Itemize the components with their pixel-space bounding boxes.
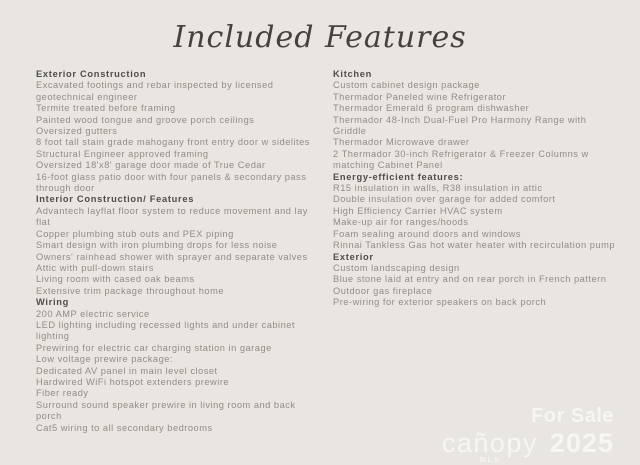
- page-title: Included Features: [173, 20, 467, 55]
- feature-item: 16-foot glass patio door with four panels & secondary pass through door: [36, 171, 307, 194]
- section-heading: Energy-efficient features:: [333, 171, 464, 182]
- right-column: [333, 69, 621, 434]
- watermark-year-text: 2025: [549, 428, 614, 458]
- feature-item: 8 foot tall stain grade mahogany front entry door w sidelites: [36, 137, 310, 148]
- left-column: [36, 69, 324, 434]
- feature-item: High Efficiency Carrier HVAC system: [333, 205, 503, 216]
- feature-item: Excavated footings and rebar inspected by licensed geotechnical engineer: [36, 80, 274, 102]
- feature-item: Double insulation over garage for added comfort: [333, 194, 556, 205]
- section-heading: Exterior: [333, 251, 374, 262]
- feature-item: Custom cabinet design package: [333, 80, 480, 91]
- feature-item: 200 AMP electric service: [36, 308, 150, 319]
- feature-item: Smart design with iron plumbing drops for less noise: [36, 240, 278, 251]
- feature-item: Low voltage prewire package:: [36, 354, 173, 365]
- feature-item: Living room with cased oak beams: [36, 274, 195, 285]
- feature-item: Dedicated AV panel in main level closet: [36, 365, 218, 376]
- feature-item: 2 Thermador 30-inch Refrigerator & Freezer Columns w matching Cabinet Panel: [333, 148, 589, 171]
- feature-item: Custom landscaping design: [333, 262, 460, 273]
- feature-item: Advantech layflat floor system to reduce movement and lay flat: [36, 205, 308, 228]
- feature-item: Termite treated before framing: [36, 103, 176, 114]
- canopy-mls-logo: [441, 428, 538, 464]
- feature-item: R15 insulation in walls, R38 insulation in attic: [333, 183, 543, 194]
- watermark-brand-text: cañopy: [441, 428, 538, 458]
- watermark-for-sale-text: For Sale: [531, 405, 614, 427]
- section-heading: Exterior Construction: [36, 69, 147, 79]
- feature-item: Hardwired WiFi hotspot extenders prewire: [36, 376, 230, 387]
- watermark-brand-line: [441, 428, 614, 464]
- feature-item: Thermador Microwave drawer: [333, 137, 470, 148]
- section-heading: Interior Construction/ Features: [36, 194, 195, 205]
- feature-item: Oversized 18'x8' garage door made of True Cedar: [36, 160, 266, 171]
- watermark: [441, 405, 614, 464]
- feature-item: Attic with pull-down stairs: [36, 262, 154, 273]
- feature-item: Extensive trim package throughout home: [36, 285, 224, 296]
- feature-item: Copper plumbing stub outs and PEX piping: [36, 228, 234, 239]
- watermark-brand-sub-text: MLS: [479, 457, 501, 464]
- feature-item: Outdoor gas fireplace: [333, 285, 433, 296]
- feature-item: Pre-wiring for exterior speakers on back porch: [333, 297, 547, 308]
- section-heading: Wiring: [36, 297, 70, 308]
- feature-item: Prewiring for electric car charging station in garage: [36, 342, 272, 353]
- feature-item: Blue stone laid at entry and on rear porch in French pattern: [333, 274, 607, 285]
- feature-item: Oversized gutters: [36, 126, 118, 137]
- feature-item: Owners' rainhead shower with sprayer and separate valves: [36, 251, 308, 262]
- feature-columns: [36, 69, 640, 434]
- feature-item: Thermador Paneled wine Refrigerator: [333, 91, 507, 102]
- feature-item: Thermador 48-Inch Dual-Fuel Pro Harmony Range with Griddle: [333, 114, 587, 137]
- feature-item: Structural Engineer approved framing: [36, 148, 209, 159]
- section-heading: Kitchen: [333, 69, 372, 79]
- feature-item: Cat5 wiring to all secondary bedrooms: [36, 422, 213, 433]
- feature-item: Surround sound speaker prewire in living room and back porch: [36, 399, 296, 422]
- feature-item: Foam sealing around doors and windows: [333, 228, 522, 239]
- feature-item: Painted wood tongue and groove porch ceilings: [36, 114, 255, 125]
- feature-item: LED lighting including recessed lights and under cabinet lighting: [36, 319, 296, 342]
- feature-item: Fiber ready: [36, 388, 89, 399]
- feature-item: Thermador Emerald 6 program dishwasher: [333, 103, 530, 114]
- feature-item: Make-up air for ranges/hoods: [333, 217, 469, 228]
- feature-item: Rinnai Tankless Gas hot water heater with recirculation pump: [333, 240, 616, 251]
